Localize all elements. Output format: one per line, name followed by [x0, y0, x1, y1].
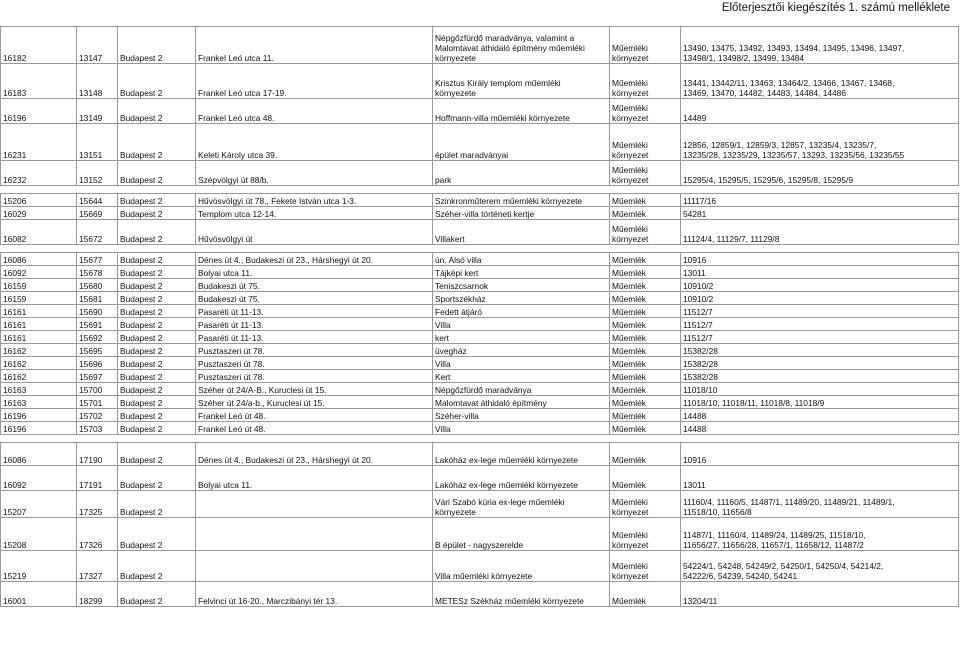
- parcel-numbers-cell: 11512/7: [681, 305, 959, 318]
- parcel-numbers-cell: 13204/11: [681, 582, 959, 607]
- address-cell: Dénes út 4., Budakeszi út 23., Hárshegyi út 20.: [196, 443, 433, 466]
- ref-number-cell: 15690: [77, 305, 118, 318]
- address-cell: Pusztaszeri út 78.: [196, 344, 433, 357]
- category-cell: Műemléki környezet: [610, 27, 681, 64]
- parcel-numbers-cell: 14488: [681, 409, 959, 422]
- ref-number-cell: 13147: [77, 27, 118, 64]
- spacer-cell: [681, 435, 959, 443]
- spacer-cell: [433, 245, 610, 253]
- row-id-cell: 16231: [1, 124, 77, 161]
- ref-number-cell: 15700: [77, 383, 118, 396]
- ref-number-cell: 15695: [77, 344, 118, 357]
- spacer-cell: [433, 435, 610, 443]
- address-cell: Frankel Leó út 48.: [196, 422, 433, 435]
- description-cell: Sportszékház: [433, 292, 610, 305]
- description-cell: Malomtavat áthidaló építmény: [433, 396, 610, 409]
- category-cell: Műemléki környezet: [610, 64, 681, 99]
- parcel-numbers-cell: 13441, 13442/11, 13463, 13464/2, 13466, 13467, 13468, 13469, 13470, 14482, 14483, 14484, 14486: [681, 64, 959, 99]
- address-cell: Dénes út 4., Budakeszi út 23., Hárshegyi út 20.: [196, 253, 433, 266]
- row-id-cell: 15208: [1, 518, 77, 551]
- parcel-numbers-cell: 14489: [681, 99, 959, 124]
- table-row: [1, 27, 959, 64]
- table-row: [1, 194, 959, 207]
- parcel-numbers-cell: 12856, 12859/1, 12859/3, 12857, 13235/4, 13235/7, 13235/28, 13235/29, 13235/57, 13293, 13235/56, 13235/55: [681, 124, 959, 161]
- table-row: [1, 220, 959, 245]
- description-cell: Villa: [433, 357, 610, 370]
- ref-number-cell: 15701: [77, 396, 118, 409]
- row-id-cell: 16086: [1, 253, 77, 266]
- ref-number-cell: 15696: [77, 357, 118, 370]
- spacer-cell: [610, 186, 681, 194]
- spacer-cell: [77, 245, 118, 253]
- row-id-cell: 16092: [1, 466, 77, 491]
- parcel-numbers-cell: 10916: [681, 443, 959, 466]
- row-id-cell: 16159: [1, 279, 77, 292]
- ref-number-cell: 15703: [77, 422, 118, 435]
- district-cell: Budapest 2: [118, 194, 196, 207]
- description-cell: épület maradványai: [433, 124, 610, 161]
- parcel-numbers-cell: 15382/28: [681, 357, 959, 370]
- category-cell: Műemlék: [610, 305, 681, 318]
- district-cell: Budapest 2: [118, 279, 196, 292]
- district-cell: Budapest 2: [118, 331, 196, 344]
- address-cell: Szépvölgyi út 88/b.: [196, 161, 433, 186]
- spacer-cell: [681, 186, 959, 194]
- category-cell: Műemlék: [610, 207, 681, 220]
- category-cell: Műemlék: [610, 266, 681, 279]
- table-row: [1, 582, 959, 607]
- heritage-table: [0, 26, 959, 607]
- description-cell: Villa: [433, 318, 610, 331]
- category-cell: Műemléki környezet: [610, 220, 681, 245]
- spacer-cell: [196, 245, 433, 253]
- ref-number-cell: 17326: [77, 518, 118, 551]
- address-cell: Pasaréti út 11-13.: [196, 318, 433, 331]
- parcel-numbers-cell: 11124/4, 11129/7, 11129/8: [681, 220, 959, 245]
- address-cell: Budakeszi út 75.: [196, 279, 433, 292]
- parcel-numbers-cell: 11160/4, 11160/5, 11487/1, 11489/20, 11489/21, 11489/1, 11518/10, 11656/8: [681, 491, 959, 518]
- district-cell: Budapest 2: [118, 409, 196, 422]
- spacer-cell: [118, 435, 196, 443]
- ref-number-cell: 15681: [77, 292, 118, 305]
- row-id-cell: 16162: [1, 370, 77, 383]
- ref-number-cell: 15644: [77, 194, 118, 207]
- district-cell: Budapest 2: [118, 383, 196, 396]
- district-cell: Budapest 2: [118, 292, 196, 305]
- category-cell: Műemléki környezet: [610, 99, 681, 124]
- ref-number-cell: 13149: [77, 99, 118, 124]
- category-cell: Műemléki környezet: [610, 518, 681, 551]
- description-cell: Fedett átjáró: [433, 305, 610, 318]
- spacer-row: [1, 435, 959, 443]
- category-cell: Műemlék: [610, 194, 681, 207]
- ref-number-cell: 13151: [77, 124, 118, 161]
- category-cell: Műemlék: [610, 292, 681, 305]
- ref-number-cell: 18299: [77, 582, 118, 607]
- district-cell: Budapest 2: [118, 491, 196, 518]
- row-id-cell: 16029: [1, 207, 77, 220]
- table-row: [1, 266, 959, 279]
- row-id-cell: 16161: [1, 305, 77, 318]
- table-row: [1, 491, 959, 518]
- district-cell: Budapest 2: [118, 220, 196, 245]
- table-row: [1, 99, 959, 124]
- district-cell: Budapest 2: [118, 396, 196, 409]
- spacer-row: [1, 186, 959, 194]
- table-row: [1, 124, 959, 161]
- district-cell: Budapest 2: [118, 27, 196, 64]
- category-cell: Műemlék: [610, 318, 681, 331]
- row-id-cell: 16163: [1, 383, 77, 396]
- table-row: [1, 443, 959, 466]
- category-cell: Műemlék: [610, 466, 681, 491]
- ref-number-cell: 15697: [77, 370, 118, 383]
- row-id-cell: 16163: [1, 396, 77, 409]
- category-cell: Műemléki környezet: [610, 551, 681, 582]
- ref-number-cell: 15702: [77, 409, 118, 422]
- description-cell: B épület - nagyszerelde: [433, 518, 610, 551]
- parcel-numbers-cell: 11117/16: [681, 194, 959, 207]
- address-cell: Keleti Károly utca 39.: [196, 124, 433, 161]
- table-row: [1, 305, 959, 318]
- address-cell: [196, 491, 433, 518]
- description-cell: Villa: [433, 422, 610, 435]
- parcel-numbers-cell: 14488: [681, 422, 959, 435]
- table-row: [1, 357, 959, 370]
- address-cell: Frankel Leó utca 17-19.: [196, 64, 433, 99]
- address-cell: [196, 518, 433, 551]
- row-id-cell: 16082: [1, 220, 77, 245]
- row-id-cell: 16182: [1, 27, 77, 64]
- table-row: [1, 161, 959, 186]
- row-id-cell: 16161: [1, 318, 77, 331]
- row-id-cell: 16159: [1, 292, 77, 305]
- table-row: [1, 383, 959, 396]
- description-cell: Lakóház ex-lege műemléki környezete: [433, 443, 610, 466]
- district-cell: Budapest 2: [118, 124, 196, 161]
- description-cell: park: [433, 161, 610, 186]
- ref-number-cell: 15672: [77, 220, 118, 245]
- district-cell: Budapest 2: [118, 253, 196, 266]
- table-row: [1, 207, 959, 220]
- category-cell: Műemlék: [610, 396, 681, 409]
- category-cell: Műemlék: [610, 383, 681, 396]
- table-row: [1, 396, 959, 409]
- table-row: [1, 409, 959, 422]
- row-id-cell: 15206: [1, 194, 77, 207]
- parcel-numbers-cell: 13011: [681, 266, 959, 279]
- ref-number-cell: 17325: [77, 491, 118, 518]
- address-cell: Frankel Leó út 48.: [196, 409, 433, 422]
- category-cell: Műemlék: [610, 443, 681, 466]
- description-cell: METESz Székház műemléki környezete: [433, 582, 610, 607]
- description-cell: Népgőzfürdő maradványa: [433, 383, 610, 396]
- description-cell: Hoffmann-villa műemléki környezete: [433, 99, 610, 124]
- address-cell: Frankel Leó utca 48.: [196, 99, 433, 124]
- table-row: [1, 344, 959, 357]
- description-cell: Villa műemléki környezete: [433, 551, 610, 582]
- address-cell: Pusztaszeri út 78.: [196, 370, 433, 383]
- row-id-cell: 16196: [1, 99, 77, 124]
- parcel-numbers-cell: 54224/1, 54248, 54249/2, 54250/1, 54250/4, 54214/2, 54222/6, 54239, 54240, 54241: [681, 551, 959, 582]
- spacer-cell: [77, 186, 118, 194]
- category-cell: Műemlék: [610, 253, 681, 266]
- description-cell: üvegház: [433, 344, 610, 357]
- category-cell: Műemlék: [610, 582, 681, 607]
- category-cell: Műemlék: [610, 344, 681, 357]
- row-id-cell: 16183: [1, 64, 77, 99]
- table-row: [1, 331, 959, 344]
- spacer-cell: [610, 245, 681, 253]
- ref-number-cell: 15677: [77, 253, 118, 266]
- address-cell: Hűvösvölgyi út: [196, 220, 433, 245]
- description-cell: Széher-villa történeti kertje: [433, 207, 610, 220]
- district-cell: Budapest 2: [118, 443, 196, 466]
- table-row: [1, 466, 959, 491]
- address-cell: Széher út 24/a-b., Kuruclesi út 15.: [196, 396, 433, 409]
- table-row: [1, 551, 959, 582]
- description-cell: Teniszcsarnok: [433, 279, 610, 292]
- district-cell: Budapest 2: [118, 99, 196, 124]
- description-cell: Villakert: [433, 220, 610, 245]
- spacer-cell: [1, 186, 77, 194]
- spacer-cell: [433, 186, 610, 194]
- spacer-cell: [196, 435, 433, 443]
- category-cell: Műemlék: [610, 279, 681, 292]
- parcel-numbers-cell: 11512/7: [681, 318, 959, 331]
- parcel-numbers-cell: 54281: [681, 207, 959, 220]
- address-cell: Pasaréti út 11-13.: [196, 305, 433, 318]
- row-id-cell: 15207: [1, 491, 77, 518]
- spacer-cell: [118, 186, 196, 194]
- row-id-cell: 16086: [1, 443, 77, 466]
- district-cell: Budapest 2: [118, 551, 196, 582]
- address-cell: Felvinci út 16-20., Marczibányi tér 13.: [196, 582, 433, 607]
- row-id-cell: 16092: [1, 266, 77, 279]
- district-cell: Budapest 2: [118, 370, 196, 383]
- row-id-cell: 16196: [1, 409, 77, 422]
- category-cell: Műemlék: [610, 357, 681, 370]
- address-cell: Széher út 24/A-B., Kuruclesi út 15.: [196, 383, 433, 396]
- row-id-cell: 16161: [1, 331, 77, 344]
- address-cell: Pasaréti út 11-13.: [196, 331, 433, 344]
- address-cell: Bolyai utca 11.: [196, 466, 433, 491]
- spacer-cell: [1, 435, 77, 443]
- ref-number-cell: 15680: [77, 279, 118, 292]
- spacer-cell: [1, 245, 77, 253]
- parcel-numbers-cell: 15382/28: [681, 344, 959, 357]
- district-cell: Budapest 2: [118, 318, 196, 331]
- spacer-cell: [118, 245, 196, 253]
- page-header: Előterjesztői kiegészítés 1. számú melléklete: [721, 2, 950, 14]
- parcel-numbers-cell: 11487/1, 11160/4, 11489/24, 11489/25, 11518/10, 11656/27, 11656/28, 11657/1, 11658/12, 11487/2: [681, 518, 959, 551]
- description-cell: Népgőzfürdő maradványa, valamint a Malomtavat áthidaló építmény műemléki környezete: [433, 27, 610, 64]
- spacer-cell: [681, 245, 959, 253]
- table-row: [1, 279, 959, 292]
- description-cell: Szinkronműterem műemléki környezete: [433, 194, 610, 207]
- description-cell: ún. Alsó villa: [433, 253, 610, 266]
- district-cell: Budapest 2: [118, 64, 196, 99]
- address-cell: Bolyai utca 11.: [196, 266, 433, 279]
- spacer-cell: [610, 435, 681, 443]
- address-cell: Budakeszi út 75.: [196, 292, 433, 305]
- category-cell: Műemlék: [610, 409, 681, 422]
- spacer-cell: [196, 186, 433, 194]
- address-cell: Pusztaszeri út 78.: [196, 357, 433, 370]
- ref-number-cell: 15669: [77, 207, 118, 220]
- description-cell: Krisztus Király templom műemléki környezete: [433, 64, 610, 99]
- parcel-numbers-cell: 15382/28: [681, 370, 959, 383]
- address-cell: [196, 551, 433, 582]
- ref-number-cell: 15691: [77, 318, 118, 331]
- parcel-numbers-cell: 13011: [681, 466, 959, 491]
- parcel-numbers-cell: 11512/7: [681, 331, 959, 344]
- parcel-numbers-cell: 10916: [681, 253, 959, 266]
- district-cell: Budapest 2: [118, 161, 196, 186]
- category-cell: Műemléki környezet: [610, 161, 681, 186]
- table-row: [1, 253, 959, 266]
- row-id-cell: 16001: [1, 582, 77, 607]
- spacer-cell: [77, 435, 118, 443]
- ref-number-cell: 17191: [77, 466, 118, 491]
- parcel-numbers-cell: 11018/10: [681, 383, 959, 396]
- district-cell: Budapest 2: [118, 357, 196, 370]
- category-cell: Műemléki környezet: [610, 124, 681, 161]
- ref-number-cell: 17190: [77, 443, 118, 466]
- category-cell: Műemléki környezet: [610, 491, 681, 518]
- parcel-numbers-cell: 10910/2: [681, 279, 959, 292]
- table-row: [1, 422, 959, 435]
- ref-number-cell: 17327: [77, 551, 118, 582]
- category-cell: Műemlék: [610, 331, 681, 344]
- description-cell: Vári Szabó kúria ex-lege műemléki környezete: [433, 491, 610, 518]
- address-cell: Templom utca 12-14.: [196, 207, 433, 220]
- address-cell: Frankel Leó utca 11.: [196, 27, 433, 64]
- description-cell: Széher-villa: [433, 409, 610, 422]
- parcel-numbers-cell: 11018/10, 11018/11, 11018/8, 11018/9: [681, 396, 959, 409]
- description-cell: Kert: [433, 370, 610, 383]
- district-cell: Budapest 2: [118, 305, 196, 318]
- description-cell: Lakóház ex-lege műemléki környezete: [433, 466, 610, 491]
- table-row: [1, 292, 959, 305]
- category-cell: Műemlék: [610, 422, 681, 435]
- table-row: [1, 318, 959, 331]
- parcel-numbers-cell: 10910/2: [681, 292, 959, 305]
- district-cell: Budapest 2: [118, 207, 196, 220]
- district-cell: Budapest 2: [118, 344, 196, 357]
- district-cell: Budapest 2: [118, 518, 196, 551]
- row-id-cell: 16232: [1, 161, 77, 186]
- ref-number-cell: 13152: [77, 161, 118, 186]
- description-cell: kert: [433, 331, 610, 344]
- description-cell: Tájképi kert: [433, 266, 610, 279]
- row-id-cell: 16162: [1, 344, 77, 357]
- spacer-row: [1, 245, 959, 253]
- row-id-cell: 15219: [1, 551, 77, 582]
- row-id-cell: 16162: [1, 357, 77, 370]
- ref-number-cell: 15692: [77, 331, 118, 344]
- table-row: [1, 370, 959, 383]
- table-row: [1, 64, 959, 99]
- parcel-numbers-cell: 13490, 13475, 13492, 13493, 13494, 13495, 13496, 13497, 13498/1, 13498/2, 13499, 13484: [681, 27, 959, 64]
- district-cell: Budapest 2: [118, 582, 196, 607]
- address-cell: Hűvösvölgyi út 78., Fekete István utca 1-3.: [196, 194, 433, 207]
- category-cell: Műemlék: [610, 370, 681, 383]
- ref-number-cell: 15678: [77, 266, 118, 279]
- district-cell: Budapest 2: [118, 266, 196, 279]
- district-cell: Budapest 2: [118, 466, 196, 491]
- parcel-numbers-cell: 15295/4, 15295/5, 15295/6, 15295/8, 15295/9: [681, 161, 959, 186]
- row-id-cell: 16196: [1, 422, 77, 435]
- district-cell: Budapest 2: [118, 422, 196, 435]
- table-row: [1, 518, 959, 551]
- ref-number-cell: 13148: [77, 64, 118, 99]
